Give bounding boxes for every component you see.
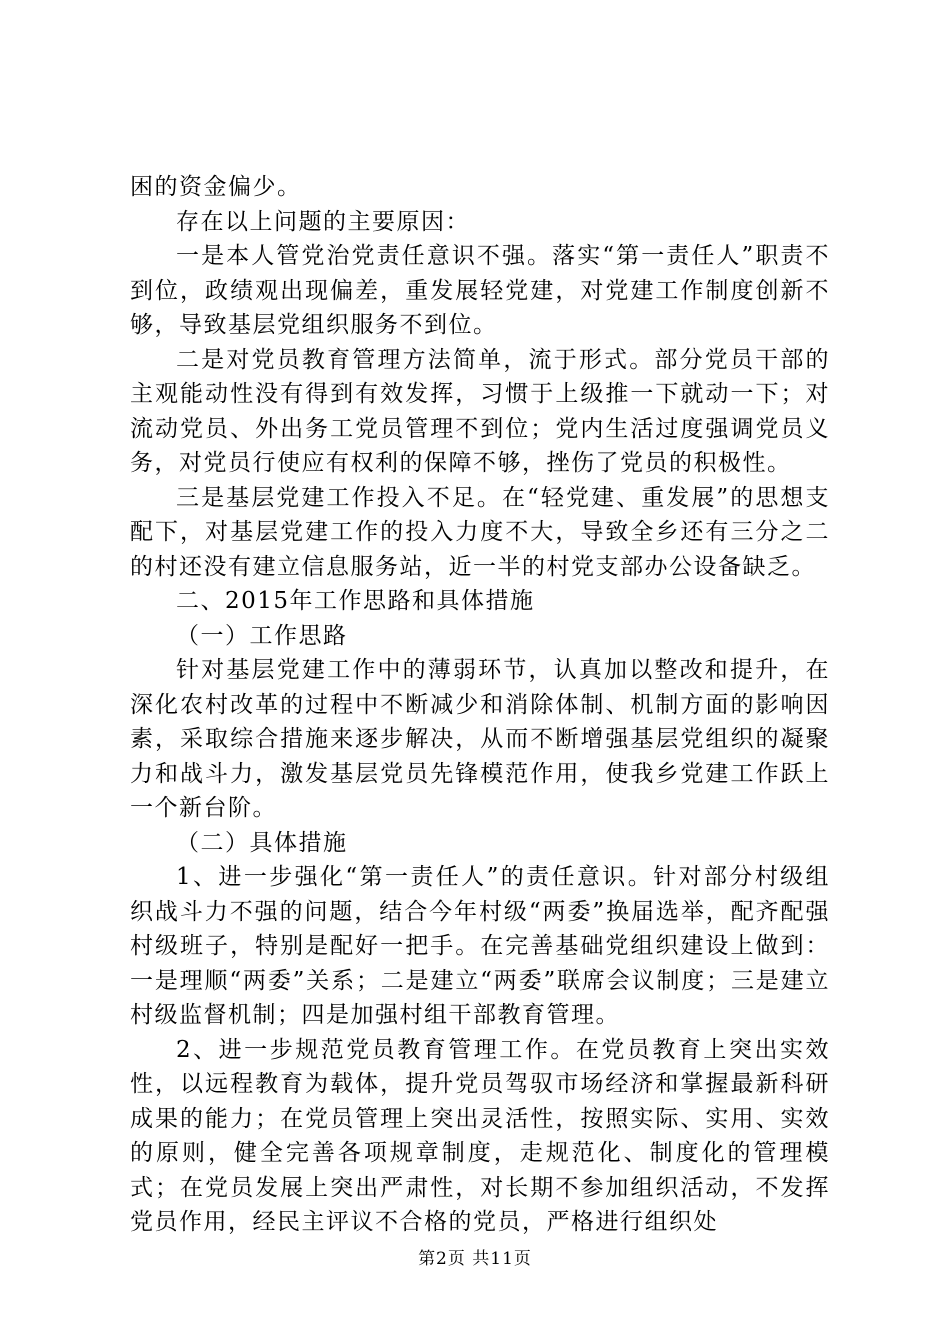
- paragraph-work-approach: 针对基层党建工作中的薄弱环节，认真加以整改和提升，在深化农村改革的过程中不断减少和消除体制、机制方面的影响因素，采取综合措施来逐步解决，从而不断增强基层党组织的凝聚力和战斗力，激发基层党员先锋模范作用，使我乡党建工作跃上一个新台阶。: [130, 657, 830, 821]
- section-heading-2015-plan: 二、2015年工作思路和具体措施: [176, 588, 535, 614]
- paragraph-reason-three: 三是基层党建工作投入不足。在“轻党建、重发展”的思想支配下，对基层党建工作的投入力度不大，导致全乡还有三分之二的村还没有建立信息服务站，近一半的村党支部办公设备缺乏。: [130, 484, 830, 580]
- paragraph-reason-one: 一是本人管党治党责任意识不强。落实“第一责任人”职责不到位，政绩观出现偏差，重发展轻党建，对党建工作制度创新不够，导致基层党组织服务不到位。: [130, 243, 830, 338]
- paragraph-measure-one: 1、进一步强化“第一责任人”的责任意识。针对部分村级组织战斗力不强的问题，结合今年村级“两委”换届选举，配齐配强村级班子，特别是配好一把手。在完善基础党组织建设上做到：一是理顺“两委”关系；二是建立“两委”联席会议制度；三是建立村级监督机制；四是加强村组干部教育管理。: [130, 864, 830, 1028]
- paragraph-reason-two: 二是对党员教育管理方法简单，流于形式。部分党员干部的主观能动性没有得到有效发挥，习惯于上级推一下就动一下；对流动党员、外出务工党员管理不到位；党内生活过度强调党员义务，对党员行使应有权利的保障不够，挫伤了党员的积极性。: [130, 346, 830, 476]
- subheading-work-approach: （一）工作思路: [176, 622, 348, 649]
- paragraph-main-reasons-intro: 存在以上问题的主要原因：: [176, 208, 470, 235]
- document-body: [130, 170, 830, 1240]
- subheading-specific-measures: （二）具体措施: [176, 829, 348, 856]
- page-footer: 第2页 共11页: [418, 1249, 532, 1269]
- paragraph-measure-two: 2、进一步规范党员教育管理工作。在党员教育上突出实效性，以远程教育为载体，提升党员驾驭市场经济和掌握最新科研成果的能力；在党员管理上突出灵活性，按照实际、实用、实效的原则，健全完善各项规章制度，走规范化、制度化的管理模式；在党员发展上突出严肃性，对长期不参加组织活动，不发挥党员作用，经民主评议不合格的党员，严格进行组织处: [130, 1036, 830, 1235]
- paragraph-continuation: 困的资金偏少。: [130, 174, 302, 200]
